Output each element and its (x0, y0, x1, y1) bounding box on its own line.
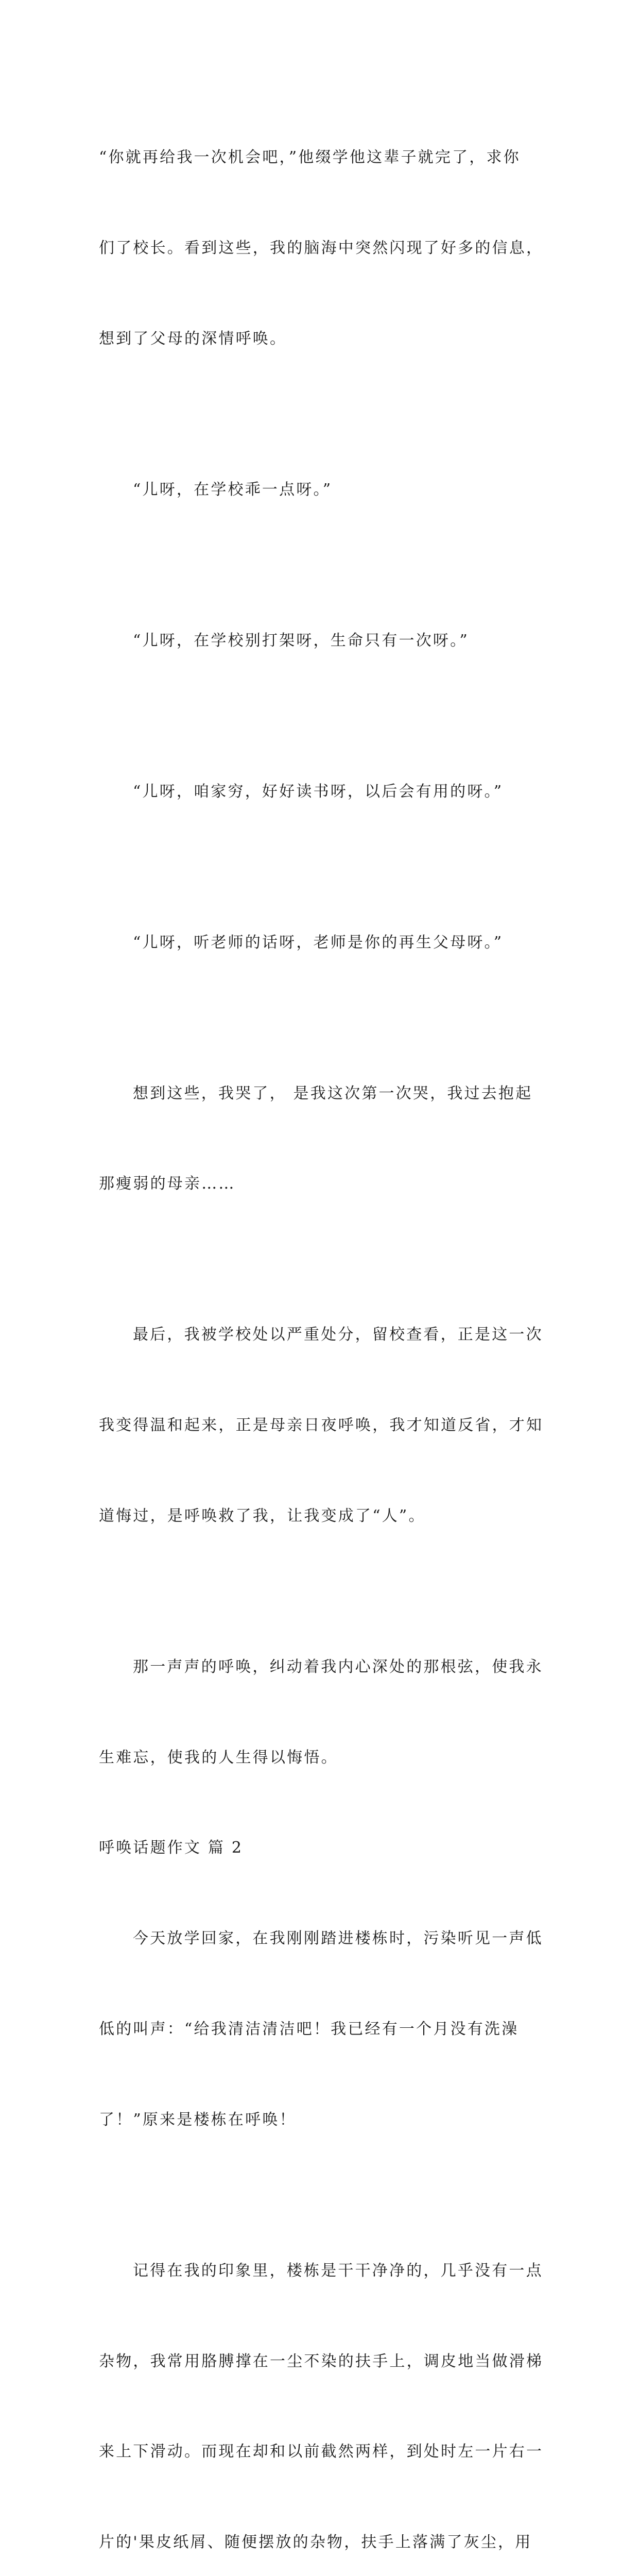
text-line: 那一声声的呼唤，纠动着我内心深处的那根弦，使我永 (133, 1657, 543, 1676)
text-line: “儿呀，在学校别打架呀，生命只有一次呀。” (133, 631, 469, 650)
text-line: 了！”原来是楼栋在呼唤！ (99, 2110, 297, 2129)
text-line: “儿呀，听老师的话呀，老师是你的再生父母呀。” (133, 933, 504, 952)
text-line: 最后，我被学校处以严重处分，留校查看，正是这一次 (133, 1326, 543, 1344)
paragraph-8 (99, 1592, 552, 1834)
section-paragraph-2 (99, 2196, 552, 2576)
text-line: “儿呀，在学校乖一点呀。” (133, 480, 333, 499)
text-line: 道悔过，是呼唤救了我，让我变成了“人”。 (99, 1506, 426, 1525)
text-line: 想到这些，我哭了， 是我这次第一次哭，我过去抱起 (133, 1084, 533, 1103)
section-paragraph-1 (99, 1863, 552, 2196)
text-line: 们了校长。看到这些，我的脑海中突然闪现了好多的信息， (99, 239, 544, 257)
text-line: 杂物，我常用胳膊撑在一尘不染的扶手上，调皮地当做滑梯 (99, 2352, 544, 2370)
paragraph-4 (99, 716, 552, 867)
text-line: 今天放学回家，在我刚刚踏进楼栋时，污染听见一声低 (133, 1929, 543, 1948)
paragraph-6 (99, 1018, 552, 1260)
document-body (99, 82, 552, 2576)
paragraph-1 (99, 82, 552, 415)
paragraph-5 (99, 867, 552, 1018)
text-line: 那瘦弱的母亲…… (99, 1175, 236, 1193)
paragraph-3 (99, 566, 552, 717)
text-line: 来上下滑动。而现在却和以前截然两样，到处时左一片右一 (99, 2443, 544, 2461)
text-line: 想到了父母的深情呼唤。 (99, 329, 287, 348)
text-line: 生难忘，使我的人生得以悔悟。 (99, 1748, 338, 1767)
section-heading: 呼唤话题作文 篇 2 (99, 1839, 244, 1857)
paragraph-2 (99, 415, 552, 566)
text-line: “儿呀，咱家穷，好好读书呀，以后会有用的呀。” (133, 782, 504, 801)
text-line: 记得在我的印象里，楼栋是干干净净的，几乎没有一点 (133, 2261, 543, 2280)
text-line: 我变得温和起来，正是母亲日夜呼唤，我才知道反省，才知 (99, 1416, 544, 1435)
text-line: 片的'果皮纸屑、随便摆放的杂物，扶手上落满了灰尘，用 (99, 2533, 532, 2552)
text-line: “你就再给我一次机会吧，”他缀学他这辈子就完了，求你 (99, 148, 521, 167)
text-line: 低的叫声：“给我清洁清洁吧！我已经有一个月没有洗澡 (99, 2020, 519, 2038)
paragraph-7 (99, 1260, 552, 1592)
